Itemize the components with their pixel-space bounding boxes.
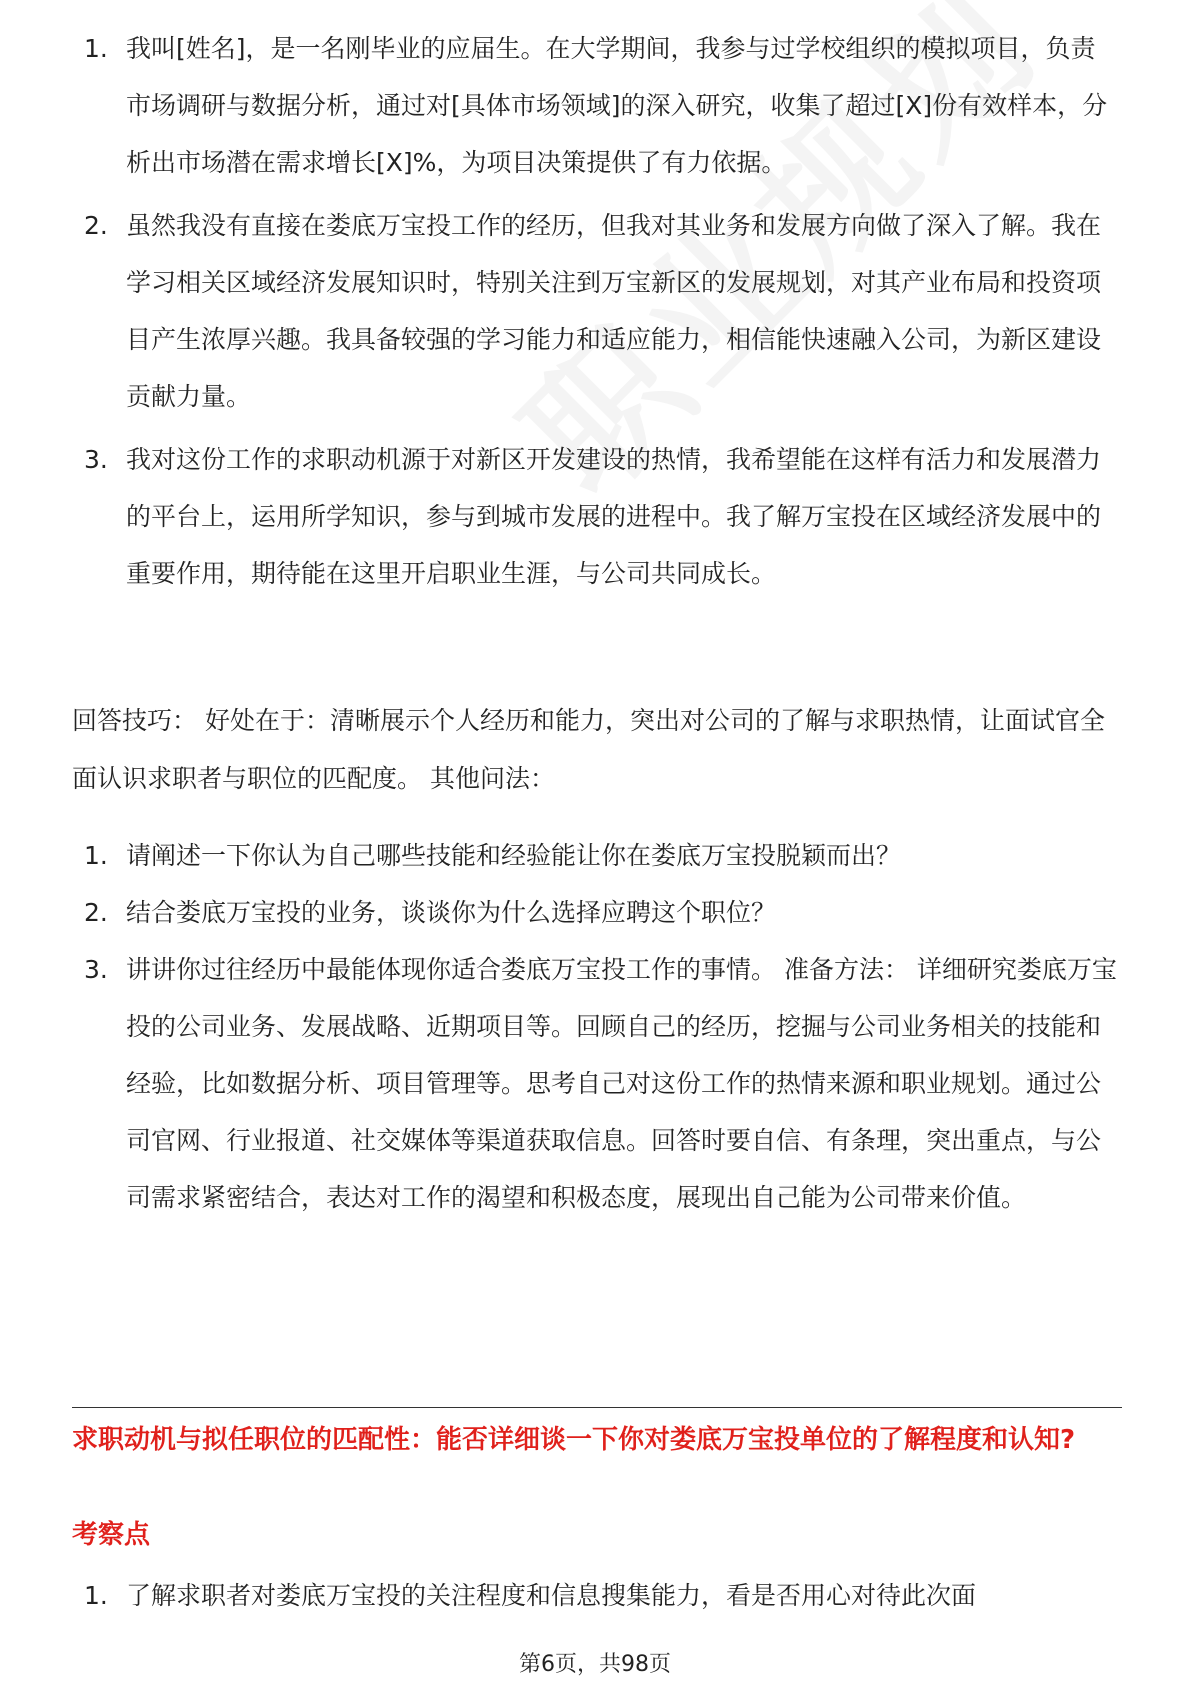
section-divider (72, 1407, 1122, 1408)
list-item (0, 1567, 1190, 1624)
list-item-text: 我叫[姓名]，是一名刚毕业的应届生。在大学期间，我参与过学校组织的模拟项目，负责市场调研与数据分析，通过对[具体市场领域]的深入研究，收集了超过[X]份有效样本，分析出市场潜在需求增长[X]%，为项目决策提供了有力依据。 (126, 34, 1108, 177)
subheading-assessment-points: 考察点 (72, 1520, 151, 1550)
list-item (0, 827, 1190, 884)
list-item-number: 3. (84, 955, 108, 984)
list-item-number: 2. (84, 211, 108, 240)
list-item (0, 197, 1190, 425)
list-item (0, 431, 1190, 602)
list-item-text: 了解求职者对娄底万宝投的关注程度和信息搜集能力，看是否用心对待此次面 (126, 1581, 977, 1610)
list-item-number: 3. (84, 445, 108, 474)
section-title: 求职动机与拟任职位的匹配性：能否详细谈一下你对娄底万宝投单位的了解程度和认知? (72, 1425, 1076, 1455)
list-item (0, 884, 1190, 941)
list-item-text: 虽然我没有直接在娄底万宝投工作的经历，但我对其业务和发展方向做了深入了解。我在学习相关区域经济发展知识时，特别关注到万宝新区的发展规划，对其产业布局和投资项目产生浓厚兴趣。我具备较强的学习能力和适应能力，相信能快速融入公司，为新区建设贡献力量。 (126, 211, 1102, 411)
list-item-number: 2. (84, 898, 108, 927)
list-item-number: 1. (84, 841, 108, 870)
list-item-text: 结合娄底万宝投的业务，谈谈你为什么选择应聘这个职位？ (126, 898, 777, 927)
tips-paragraph: 回答技巧： 好处在于：清晰展示个人经历和能力，突出对公司的了解与求职热情，让面试官全面认识求职者与职位的匹配度。 其他问法： (72, 706, 1105, 793)
assessment-list (0, 1567, 1190, 1624)
list-item-text: 我对这份工作的求职动机源于对新区开发建设的热情，我希望能在这样有活力和发展潜力的平台上，运用所学知识，参与到城市发展的进程中。我了解万宝投在区域经济发展中的重要作用，期待能在这里开启职业生涯，与公司共同成长。 (126, 445, 1102, 588)
page-footer: 第6页，共98页 (519, 1652, 671, 1677)
answer-list (0, 20, 1190, 602)
list-item-number: 1. (84, 1581, 108, 1610)
list-item-text: 请阐述一下你认为自己哪些技能和经验能让你在娄底万宝投脱颖而出？ (126, 841, 902, 870)
list-item-text: 讲讲你过往经历中最能体现你适合娄底万宝投工作的事情。 准备方法： 详细研究娄底万宝投的公司业务、发展战略、近期项目等。回顾自己的经历，挖掘与公司业务相关的技能和经验，比如数据分析、项目管理等。思考自己对这份工作的热情来源和职业规划。通过公司官网、行业报道、社交媒体等渠道获取信息。回答时要自信、有条理，突出重点，与公司需求紧密结合，表达对工作的渴望和积极态度，展现出自己能为公司带来价值。 (126, 955, 1117, 1212)
list-item (0, 941, 1190, 1226)
list-item (0, 20, 1190, 191)
list-item-number: 1. (84, 34, 108, 63)
other-questions-list (0, 827, 1190, 1226)
